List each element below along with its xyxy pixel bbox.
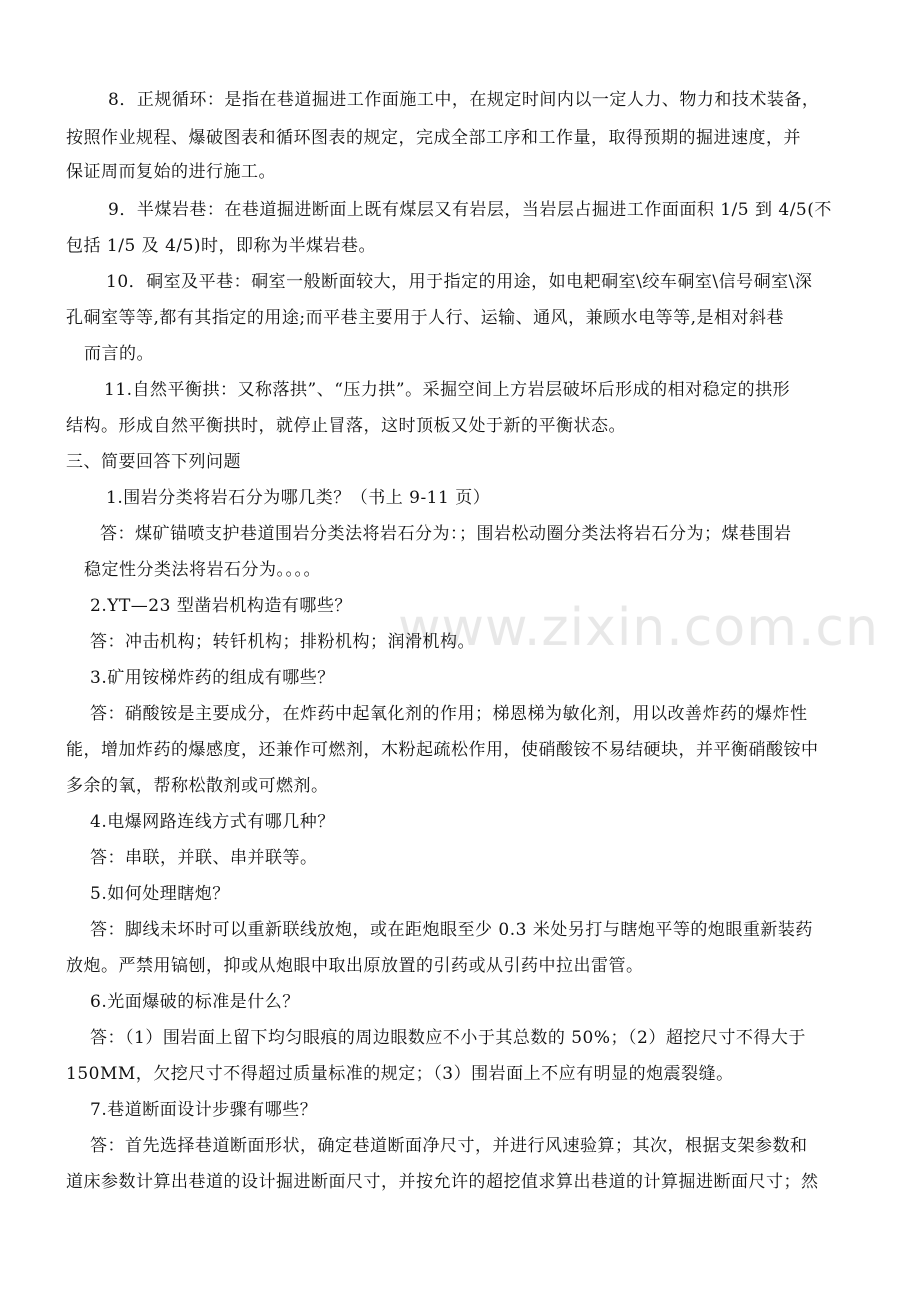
question-2: 2.YT—23 型凿岩机构造有哪些？: [90, 596, 352, 616]
question-4: 4.电爆网路连线方式有哪几种？: [90, 812, 335, 832]
question-6: 6.光面爆破的标准是什么？: [90, 992, 300, 1012]
answer-3-line-3: 多余的氧，帮称松散剂或可燃剂。: [66, 776, 329, 796]
watermark: www.zixin.com.cn: [398, 598, 879, 658]
definition-10-line-1: 10．硐室及平巷：硐室一般断面较大，用于指定的用途，如电耙硐室\绞车硐室\信号硐室\深: [106, 272, 813, 292]
definition-11-line-1: 11.自然平衡拱：又称落拱”、“压力拱”。采掘空间上方岩层破坏后形成的相对稳定的拱形: [104, 380, 791, 400]
definition-8-line-2: 按照作业规程、爆破图表和循环图表的规定，完成全部工序和工作量，取得预期的掘进速度，并: [66, 128, 801, 148]
answer-5-line-2: 放炮。严禁用镐刨，抑或从炮眼中取出原放置的引药或从引药中拉出雷管。: [66, 956, 644, 976]
definition-10-line-2: 孔硐室等等,都有其指定的用途;而平巷主要用于人行、运输、通风，兼顾水电等等,是相对斜巷: [66, 308, 785, 328]
question-1: 1.围岩分类将岩石分为哪几类？（书上 9-11 页）: [106, 488, 491, 508]
definition-8-line-3: 保证周而复始的进行施工。: [66, 162, 276, 182]
section-heading: 三、简要回答下列问题: [66, 452, 241, 472]
answer-7-line-2: 道床参数计算出巷道的设计掘进断面尺寸，并按允许的超挖值求算出巷道的计算掘进断面尺寸；然: [66, 1172, 819, 1192]
answer-1-line-2: 稳定性分类法将岩石分为。。。。: [84, 560, 321, 580]
answer-6-line-1: 答：（1）围岩面上留下均匀眼痕的周边眼数应不小于其总数的 50%；（2）超挖尺寸不得大于: [90, 1028, 806, 1048]
answer-2-line-1: 答：冲击机构；转钎机构；排粉机构；润滑机构。: [90, 632, 475, 652]
definition-10-line-3: 而言的。: [84, 344, 154, 364]
answer-5-line-1: 答：脚线未坏时可以重新联线放炮，或在距炮眼至少 0.3 米处另打与瞎炮平等的炮眼重新装药: [90, 920, 813, 940]
definition-9-line-1: 9．半煤岩巷：在巷道掘进断面上既有煤层又有岩层，当岩层占掘进工作面面积 1/5 到 4/5(不: [108, 200, 832, 220]
question-5: 5.如何处理瞎炮？: [90, 884, 230, 904]
answer-3-line-2: 能，增加炸药的爆感度，还兼作可燃剂，木粉起疏松作用，使硝酸铵不易结硬块，并平衡硝酸铵中: [66, 740, 819, 760]
answer-3-line-1: 答：硝酸铵是主要成分，在炸药中起氧化剂的作用；梯恩梯为敏化剂，用以改善炸药的爆炸性: [90, 704, 808, 724]
definition-11-line-2: 结构。形成自然平衡拱时，就停止冒落，这时顶板又处于新的平衡状态。: [66, 416, 626, 436]
answer-1-line-1: 答：煤矿锚喷支护巷道围岩分类法将岩石分为：；围岩松动圈分类法将岩石分为；煤巷围岩: [100, 524, 792, 544]
definition-9-line-2: 包括 1/5 及 4/5)时，即称为半煤岩巷。: [66, 236, 377, 256]
answer-7-line-1: 答：首先选择巷道断面形状，确定巷道断面净尺寸，并进行风速验算；其次，根据支架参数和: [90, 1136, 808, 1156]
question-3: 3.矿用铵梯炸药的组成有哪些？: [90, 668, 335, 688]
answer-4-line-1: 答：串联，并联、串并联等。: [90, 848, 318, 868]
question-7: 7.巷道断面设计步骤有哪些？: [90, 1100, 318, 1120]
answer-6-line-2: 150MM，欠挖尺寸不得超过质量标准的规定；（3）围岩面上不应有明显的炮震裂缝。: [66, 1064, 734, 1084]
definition-8-line-1: 8．正规循环：是指在巷道掘进工作面施工中，在规定时间内以一定人力、物力和技术装备，: [108, 90, 820, 110]
